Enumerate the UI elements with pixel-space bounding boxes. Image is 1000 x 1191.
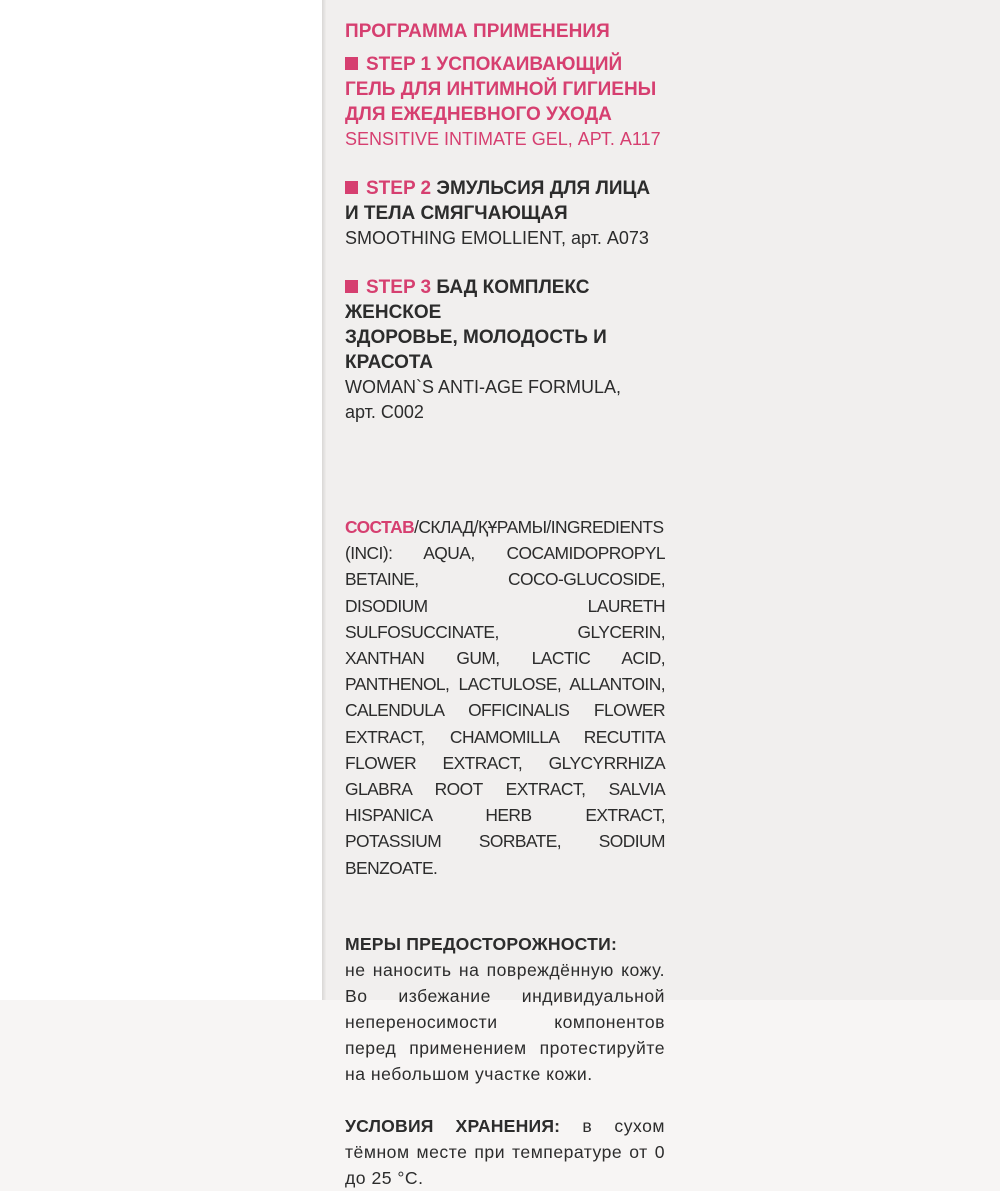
ingredients-text: /СКЛАД/ҚҰРАМЫ/INGREDIENTS (INCI): AQUA, COCAMIDOPROPYL BETAINE, COCO-GLUCOSIDE, DISODIUM LAURETH SULFOSUCCINATE, GLYCERIN, XANTHAN GUM, LACTIC ACID, PANTHENOL, LACTULOSE, ALLANTOIN, CALENDULA OFFICINALIS FLOWER EXTRACT, CHAMOMILLA RECUTITA FLOWER EXTRACT, GLYCYRRHIZA GLABRA ROOT EXTRACT, SALVIA HISPANICA HERB EXTRACT, POTASSIUM SORBATE, SODIUM BENZOATE.: [345, 517, 665, 878]
usage-title: ПРОГРАММА ПРИМЕНЕНИЯ: [345, 21, 610, 42]
square-bullet-icon: [345, 57, 358, 70]
step-3: [345, 275, 665, 425]
square-bullet-icon: [345, 181, 358, 194]
step-1-name-line-3: ДЛЯ ЕЖЕДНЕВНОГО УХОДА: [345, 104, 612, 125]
step-2-product: SMOOTHING EMOLLIENT, арт. А073: [345, 228, 649, 248]
step-3-product-line-2: арт. С002: [345, 402, 424, 422]
step-1: [345, 52, 665, 152]
square-bullet-icon: [345, 280, 358, 293]
precautions-block: [345, 931, 665, 1087]
background-left: [0, 0, 324, 1000]
ingredients-lead: СОСТАВ: [345, 517, 415, 537]
step-3-label: STEP 3: [366, 277, 432, 298]
step-3-name-line-1: БАД КОМПЛЕКС ЖЕНСКОЕ: [345, 277, 590, 323]
ingredients-block: [345, 514, 665, 881]
step-1-label: STEP 1: [366, 54, 432, 75]
storage-title: УСЛОВИЯ ХРАНЕНИЯ:: [345, 1115, 561, 1136]
storage-text: в сухом тёмном месте при температуре от 0 до 25 °С.: [345, 1115, 665, 1188]
step-2-name-line-1: ЭМУЛЬСИЯ ДЛЯ ЛИЦА: [436, 178, 651, 199]
step-1-name-line-2: ГЕЛЬ ДЛЯ ИНТИМНОЙ ГИГИЕНЫ: [345, 79, 657, 100]
precautions-title: МЕРЫ ПРЕДОСТОРОЖНОСТИ:: [345, 933, 617, 954]
step-2-label: STEP 2: [366, 178, 432, 199]
step-2: [345, 176, 665, 251]
step-3-product-line-1: WOMAN`S ANTI-AGE FORMULA,: [345, 377, 622, 397]
precautions-text: не наносить на повреждённую кожу. Во избежание индивидуальной непереносимости компонентов перед применением протестируйте на небольшом участке кожи.: [345, 959, 665, 1084]
storage-block: [345, 1113, 665, 1191]
label-content: [345, 16, 665, 1191]
step-2-name-line-2: И ТЕЛА СМЯГЧАЮЩАЯ: [345, 203, 568, 224]
step-1-product: SENSITIVE INTIMATE GEL, АРТ. А117: [345, 129, 661, 149]
step-1-name-line-1: УСПОКАИВАЮЩИЙ: [436, 54, 623, 75]
step-3-name-line-2: ЗДОРОВЬЕ, МОЛОДОСТЬ И КРАСОТА: [345, 327, 607, 373]
